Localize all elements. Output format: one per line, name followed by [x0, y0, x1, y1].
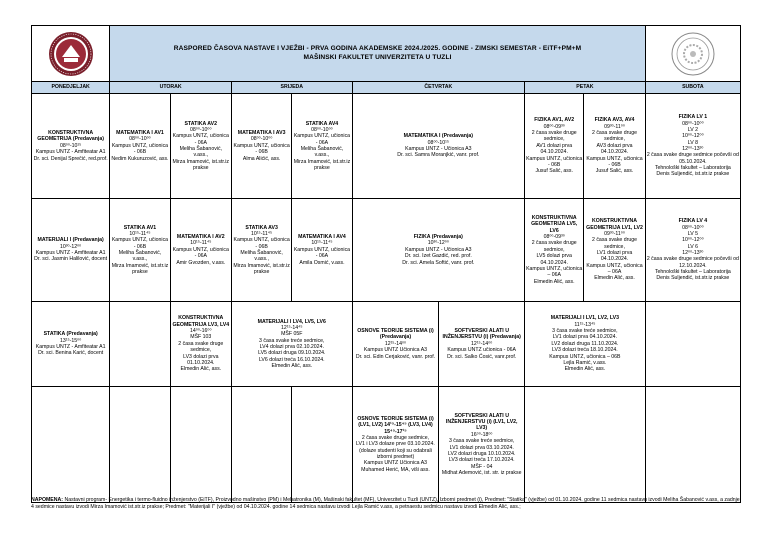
empty-cell [32, 387, 110, 503]
class-cell [32, 302, 110, 387]
class-title: MATEMATIKA I AV3 [237, 130, 286, 137]
class-details: 10¹⁵-11⁴⁵ Kampus UNTZ, učionica - 06A Amir Gvozden, v.ass. [172, 240, 229, 266]
class-details: 10¹⁵-11⁴⁵ Kampus UNTZ, učionica - 06A Amila Osmić, v.ass. [293, 240, 351, 266]
empty-cell [110, 387, 170, 503]
class-details: 08⁰⁰-10⁰⁰ Kampus UNTZ, učionica - 06B Nedim Kukuruzović, ass. [111, 136, 169, 162]
class-details: 13¹⁵-15⁰⁰ Kampus UNTZ - Amfiteatar A1 Dr. sci. Benina Karić, docent [35, 337, 106, 357]
class-cell [292, 199, 352, 302]
class-cell [525, 199, 584, 302]
class-cell [525, 94, 584, 199]
faculty-logo-cell [645, 26, 740, 82]
empty-cell [110, 302, 170, 387]
empty-cell [645, 302, 740, 387]
footnote-text: Nastavni program- Energetika i termo-fluidno inženjerstvo (EiTF), Proizvodno mašinstvo (PM) i Mehatronika (M), Mašinski fakultet (MF), Univerzitet u Tuzli (UNTZ), Izborni predmet (i), Predmet: "Statika" (vježbe) od 01.10.2024. godine 11 sedmica nastavu izvodi Meliha Šabanović v.ass, a zadnje 4 sedmice nastavu izvodi Mirza Imamović ist.str.iz prakse; Predmet: "Materijali I" (vježbe) od 04.10.2024. godine 14 sedmica nastavu izvodi Lejla Ramić v.ass, a petnaestu sedmicu nastavu izvodi Elmedin Alić, ass.; [31, 497, 740, 510]
class-title: MATEMATIKA I (Predavanja) [403, 133, 474, 140]
class-details: 08⁰⁰-10⁰⁰ Kampus UNTZ, učionica - 06A Meliha Šabanović, v.ass., Mirza Imamović, ist.str.iz prakse [293, 126, 351, 172]
class-details: 08⁰⁰-10⁰⁰ LV 5 10⁰⁰-12⁰⁰ LV 6 12⁰⁰-13³⁰ 2 časa svake druge sedmice počevši od 12.10.2024. Tehnološki fakultet – Laboratorija Denis Suljendić, ist.str.iz prakse [646, 224, 739, 282]
empty-cell [292, 387, 352, 503]
university-seal-logo [48, 31, 94, 77]
class-cell [439, 387, 525, 503]
class-title: FIZIKA (Predavanja) [413, 234, 463, 241]
class-title: MATERIJALI I LV4, LV5, LV6 [257, 318, 326, 325]
class-cell [645, 94, 740, 199]
class-cell [352, 302, 439, 387]
class-details: 2 časa svake druge sedmice, LV1 i LV3 dolaze prve 03.10.2024. (dolaze studenti koji su odabrali izborni predmet) Kampus UNTZ Učionica A3 Muhamed Herić, MA, viši ass. [356, 434, 435, 473]
class-details: 08⁰⁰-10⁰⁰ Kampus UNTZ, učionica - 06B Alma Alićić, ass. [233, 136, 290, 162]
day-thursday: ČETVRTAK [352, 82, 524, 94]
university-logo-cell [32, 26, 110, 82]
class-cell [352, 94, 524, 199]
class-cell [231, 302, 352, 387]
faculty-seal-logo [670, 31, 716, 77]
empty-cell [231, 387, 291, 503]
class-details: 08⁰⁰-10¹⁵ Kampus UNTZ - Amfiteatar A1 Dr. sci. Denijal Sprečić, red.prof. [33, 142, 108, 162]
class-cell [645, 199, 740, 302]
class-cell [231, 94, 291, 199]
empty-cell [645, 387, 740, 503]
footnote [31, 497, 743, 510]
class-details: 09³⁰-11⁰⁰ 2 časa svake druge sedmice, AV3 dolazi prva 04.10.2024. Kampus UNTZ, učionica - 06B Jusuf Salić, ass. [586, 123, 643, 175]
day-saturday: SUBOTA [645, 82, 740, 94]
class-cell [231, 199, 291, 302]
day-friday: PETAK [525, 82, 646, 94]
class-title: SOFTVERSKI ALATI U INŽENJERSTVU (i) (LV1, LV2, LV3) [445, 412, 518, 432]
day-wednesday: SRIJEDA [231, 82, 352, 94]
day-tuesday: UTORAK [110, 82, 232, 94]
class-title: MATEMATIKA I AV2 [176, 234, 225, 241]
class-details: 08⁰⁰-10¹⁵ Kampus UNTZ - Učionica A3 Dr. sci. Samra Moranjkić, vanr. prof. [397, 139, 480, 159]
title-line-2: MAŠINSKI FAKULTET UNIVERZITETA U TUZLI [303, 53, 452, 61]
class-title: KONSTRUKTIVNA GEOMETRIJA LV3, LV4 [172, 315, 230, 328]
class-cell [584, 199, 645, 302]
class-details: 09³⁰-11⁰⁰ 2 časa svake druge sedmice, LV1 dolazi prva 04.10.2024. Kampus UNTZ, učionica – 06A Elmedin Alić, ass. [586, 230, 643, 282]
class-title: KONSTRUKTIVNA GEOMETRIJA (Predavanja) [37, 130, 104, 143]
class-title: FIZIKA LV 4 [678, 218, 708, 225]
class-title: MATERIJALI I LV1, LV2, LV3 [550, 315, 619, 322]
empty-cell [525, 387, 646, 503]
class-details: 10³⁰-12⁰⁰ Kampus UNTZ - Učionica A3 Dr. sci. Izet Gazdić, red. prof. Dr. sci. Amela Softić, vanr. prof. [402, 240, 475, 266]
class-details: 14⁰⁰-16⁰⁰ MŠF 103 2 časa svake druge sedmice, LV3 dolazi prva 01.10.2024. Elmedin Alić, ass. [178, 328, 224, 373]
class-details: 10¹⁵-11⁴⁵ Kampus UNTZ, učionica - 06B Meliha Šabanović, v.ass., Mirza Imamović, ist.str.iz prakse [111, 230, 169, 276]
class-cell [584, 94, 645, 199]
class-title: MATEMATIKA I AV1 [116, 130, 164, 137]
schedule-table [31, 25, 741, 503]
class-title: KONSTRUKTIVNA GEOMETRIJA LV1, LV2 [586, 218, 643, 231]
class-title: KONSTRUKTIVNA GEOMETRIJA LV5, LV6 [531, 215, 578, 234]
class-title: STATIKA AV1 [123, 224, 157, 231]
class-cell [352, 387, 439, 503]
day-monday: PONEDJELJAK [32, 82, 110, 94]
footnote-label: NAPOMENA: [31, 497, 63, 503]
empty-cell [170, 387, 231, 503]
class-details: 08⁰⁰-10⁰⁰ LV 2 10⁰⁰-12⁰⁰ LV 8 12⁰⁰-13³⁰ 2 časa svake druge sedmice počevši od 05.10.2024. Tehnološki fakultet – Laboratorija Denis Suljendić, ist.str.iz prakse [646, 120, 739, 178]
class-cell [110, 199, 170, 302]
class-cell [32, 199, 110, 302]
class-details: 12¹⁵-14⁰⁰ Kampus UNTZ Učionica A3 Dr. sci. Edin Cerjaković, vanr. prof. [355, 340, 436, 360]
class-title: OSNOVE TEORIJE SISTEMA (i) (Predavanja) [357, 328, 434, 341]
class-title: STATIKA (Predavanja) [43, 331, 98, 338]
class-cell [110, 94, 170, 199]
class-cell [292, 94, 352, 199]
schedule-title [110, 26, 645, 82]
class-cell [525, 302, 646, 387]
class-title: FIZIKA AV3, AV4 [594, 117, 635, 124]
class-details: 11¹⁵-13⁴⁵ 3 časa svake treće sedmice, LV1 dolazi prva 04.10.2024. LV2 dolazi druga 11.10.2024. LV3 dolazi treća 18.10.2024. Kampus UNTZ, učionica – 06B Lejla Ramić, v.ass. Elmedin Alić, ass. [549, 321, 621, 373]
class-details: 08⁰⁰-10⁰⁰ Kampus UNTZ, učionica - 06A Meliha Šabanović, v.ass., Mirza Imamović, ist.str.iz prakse [172, 126, 230, 172]
class-title: SOFTVERSKI ALATI U INŽENJERSTVU (i) (Predavanja) [442, 328, 521, 341]
class-details: 12¹⁵-14⁴⁵ MŠF 05F 3 časa svake treće sedmice, LV4 dolazi prva 02.10.2024. LV5 dolazi druga 09.10.2024. LV6 dolazi treća 16.10.2024. Elmedin Alić, ass. [258, 324, 326, 370]
class-details: 08⁰⁰-09³⁰ 2 časa svake druge sedmice, LV5 dolazi prva 04.10.2024. Kampus UNTZ, učionica – 06A Elmedin Alić, ass. [526, 234, 583, 285]
class-title: FIZIKA LV 1 [678, 114, 708, 121]
class-details: 12¹⁵-14⁰⁰ Kampus UNTZ učionica - 06A Dr. sci. Salko Ćosić, vanr.prof. [447, 340, 517, 360]
class-title: MATEMATIKA I AV4 [298, 234, 346, 241]
class-title: STATIKA AV3 [245, 224, 278, 231]
class-details: 10¹⁵-11⁴⁵ Kampus UNTZ, učionica - 06B Meliha Šabanović, v.ass., Mirza Imamović, ist.str.iz prakse [233, 230, 290, 276]
class-cell [32, 94, 110, 199]
class-title: STATIKA AV4 [305, 120, 339, 127]
class-cell [170, 94, 231, 199]
class-title: OSNOVE TEORIJE SISTEMA (i) (LV1, LV2) 14¹⁵-15⁴⁵ (LV3, LV4) 15⁴⁵-17¹⁵ [357, 415, 434, 435]
class-cell [352, 199, 524, 302]
class-details: 10³⁰-12⁰⁰ Kampus UNTZ - Amfiteatar A1 Dr. sci. Jasmin Halilović, docent [34, 243, 108, 263]
class-title: MATERIJALI I (Predavanja) [37, 237, 104, 244]
class-details: 08⁰⁰-09³⁰ 2 časa svake druge sedmice, AV1 dolazi prva 04.10.2024. Kampus UNTZ, učionica - 06B Jusuf Salić, ass. [526, 123, 583, 175]
class-cell [170, 199, 231, 302]
title-line-1: RASPORED ČASOVA NASTAVE I VJEŽBI - PRVA GODINA AKADEMSKE 2024./2025. GODINE - ZIMSKI SEMESTAR - EiTF+PM+M [173, 44, 582, 52]
class-title: FIZIKA AV1, AV2 [534, 117, 575, 124]
class-cell [170, 302, 231, 387]
class-title: STATIKA AV2 [184, 120, 218, 127]
class-details: 16⁰⁰-18⁰⁰ 3 časa svake treće sedmice, LV1 dolazi prva 03.10.2024. LV2 dolazi druga 10.10.2024. LV3 dolazi treća 17.10.2024. MŠF - 04 Midhat Ademović, ist. str. iz prakse [441, 431, 522, 476]
class-cell [439, 302, 525, 387]
